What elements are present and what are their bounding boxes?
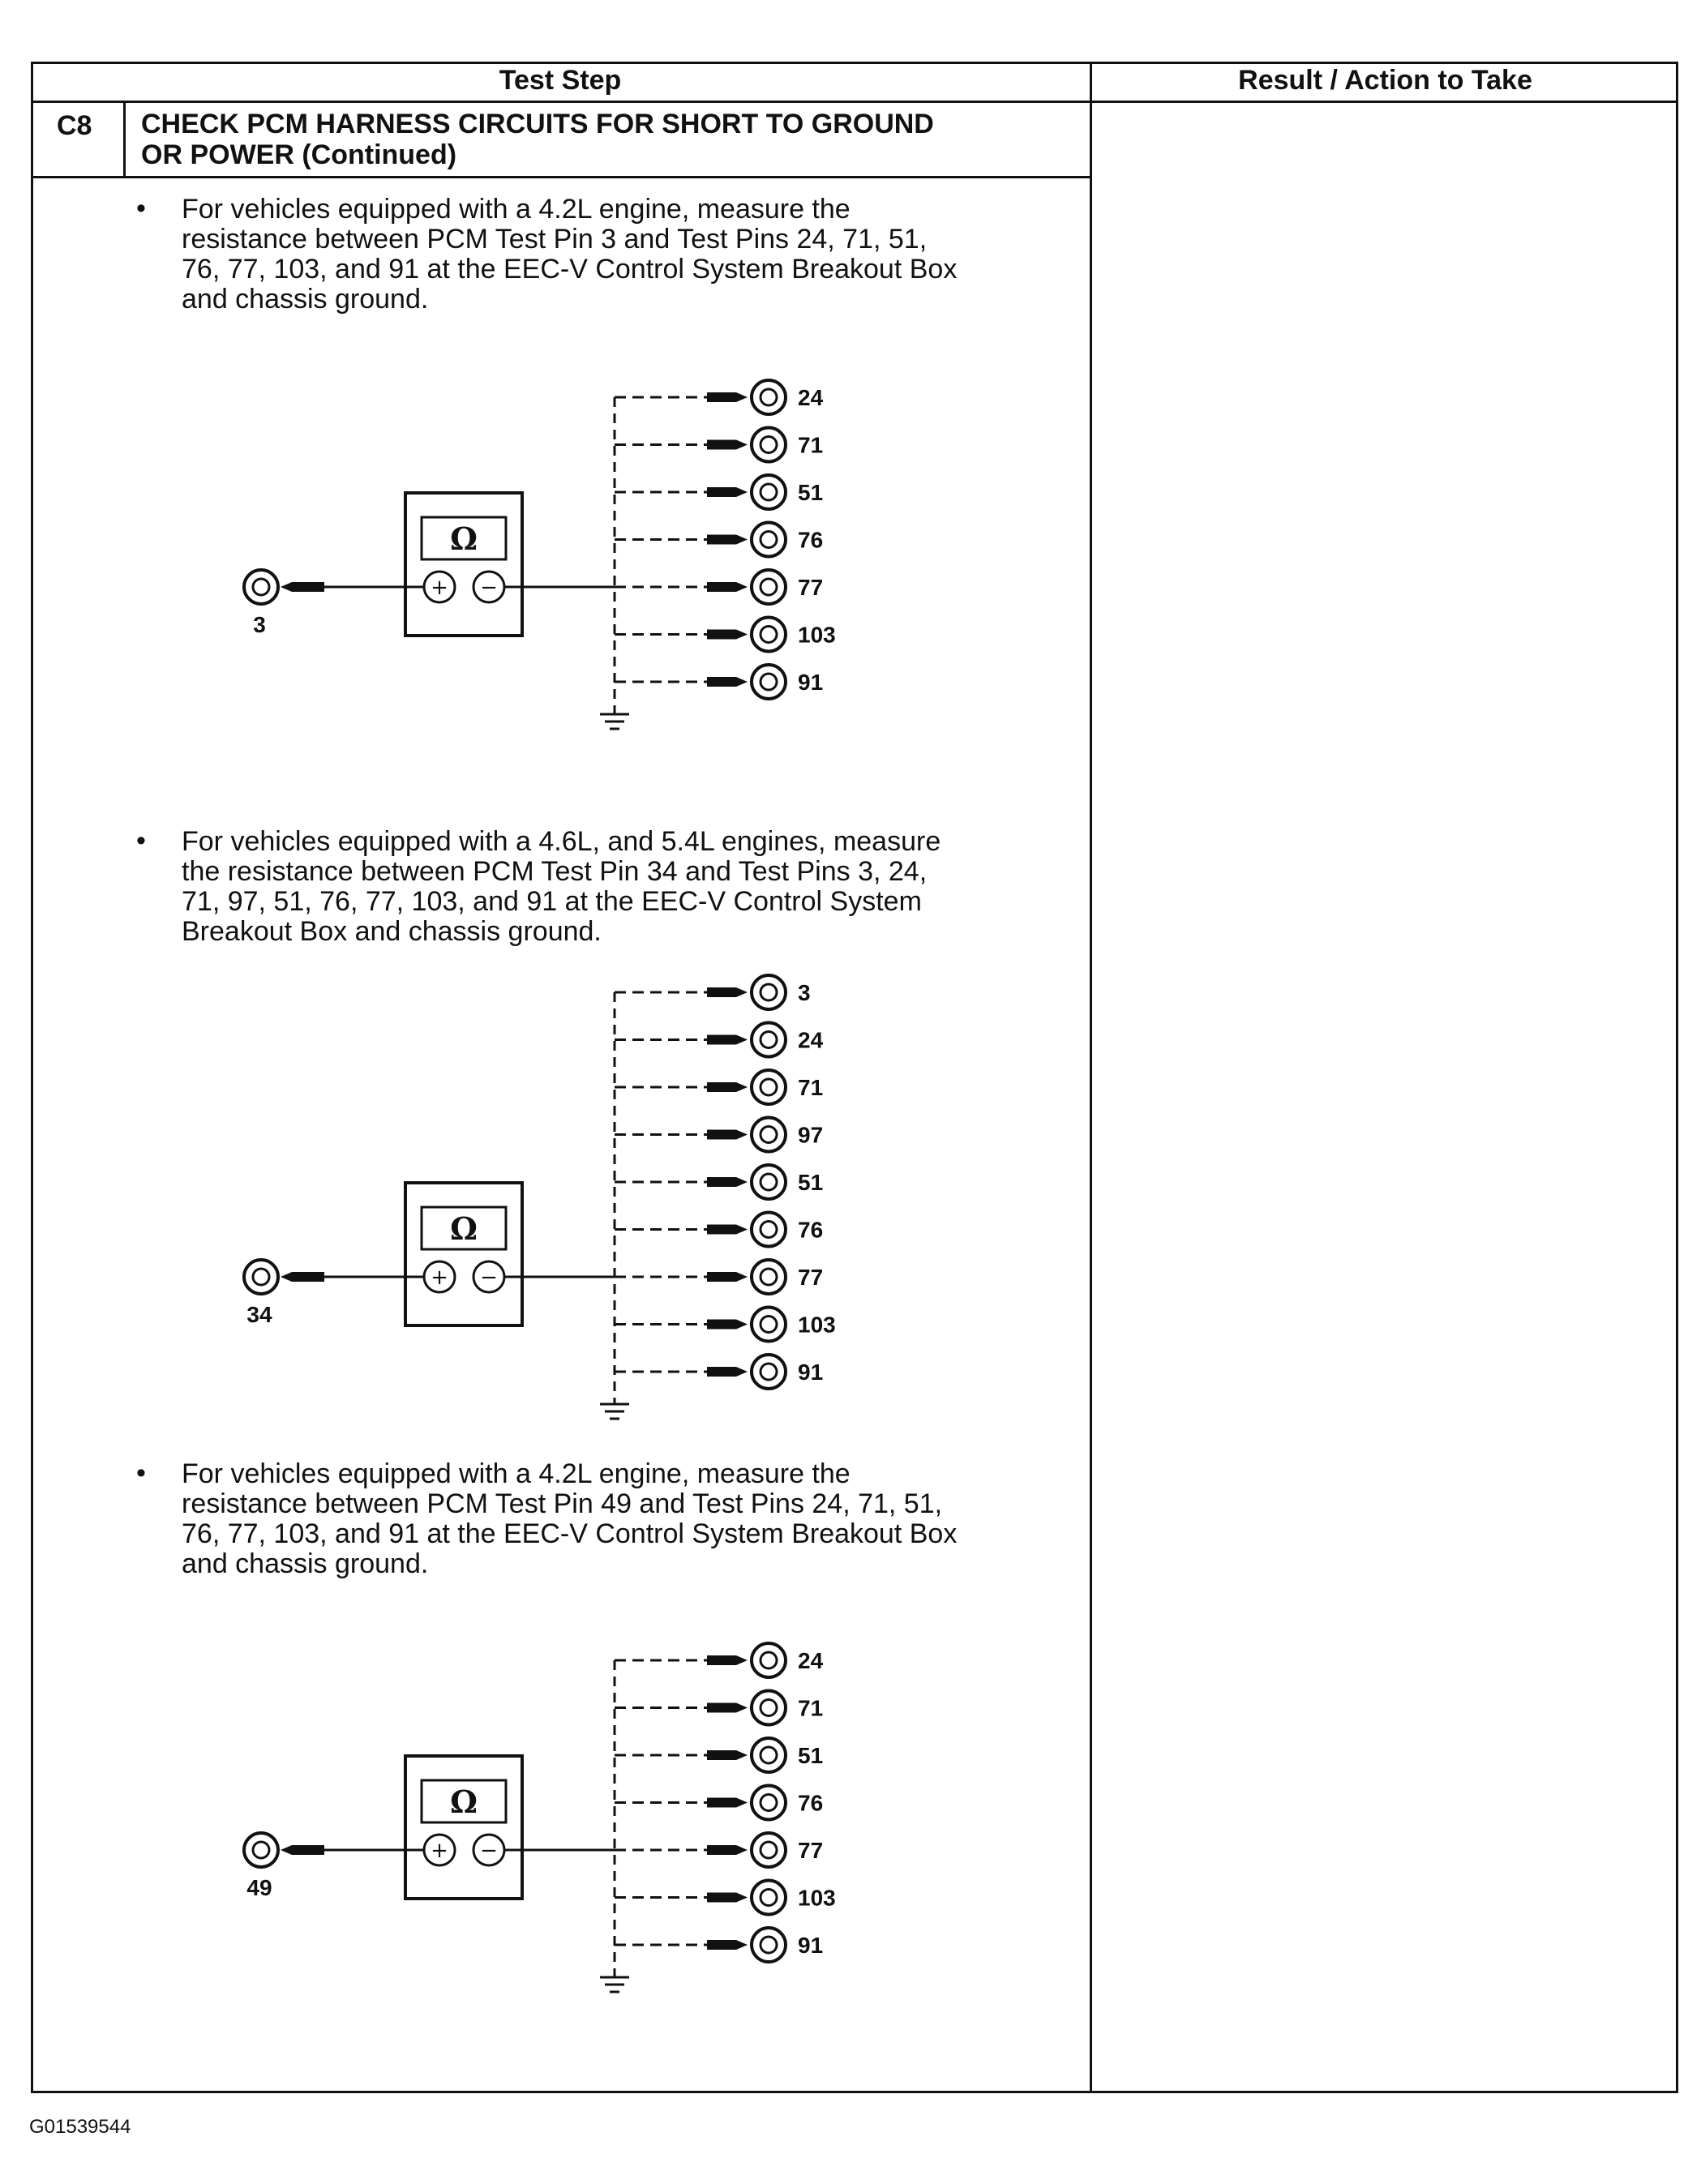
- step-title-line-1: CHECK PCM HARNESS CIRCUITS FOR SHORT TO GROUND: [141, 109, 934, 139]
- pin-label: 71: [798, 432, 824, 458]
- negative-terminal-label: −: [480, 1839, 498, 1863]
- source-pin-label: 3: [253, 612, 266, 637]
- pin-label: 76: [798, 527, 824, 553]
- bullet-line: For vehicles equipped with a 4.2L engine, measure the: [182, 194, 850, 225]
- pin-jack-outer: [752, 1833, 786, 1867]
- probe-tip: [707, 392, 748, 402]
- negative-terminal-label: −: [480, 576, 498, 600]
- pin-jack-inner: [761, 1127, 777, 1143]
- bullet-line: For vehicles equipped with a 4.2L engine, measure the: [182, 1458, 850, 1489]
- pin-label: 71: [798, 1075, 824, 1100]
- pin-jack-inner: [761, 389, 777, 405]
- probe-tip: [707, 1320, 748, 1330]
- target-pin-77: [615, 1260, 823, 1294]
- bullet-line: resistance between PCM Test Pin 49 and Test Pins 24, 71, 51,: [182, 1488, 943, 1519]
- ohm-symbol: Ω: [450, 1210, 478, 1247]
- target-pin-51: [615, 1165, 823, 1199]
- positive-terminal-label: +: [431, 576, 448, 600]
- pin-jack-inner: [761, 1652, 777, 1668]
- source-pin-jack-inner: [253, 579, 269, 595]
- target-pin-91: [615, 1928, 823, 1962]
- pin-jack-inner: [761, 1890, 777, 1906]
- column-header-result: Result / Action to Take: [1238, 65, 1532, 96]
- bullet-line: resistance between PCM Test Pin 3 and Test Pins 24, 71, 51,: [182, 224, 928, 255]
- pin-label: 24: [798, 385, 824, 410]
- probe-tip: [281, 582, 324, 592]
- bullet-line: Breakout Box and chassis ground.: [182, 916, 602, 947]
- pin-label: 51: [798, 1170, 824, 1195]
- probe-tip: [707, 1750, 748, 1760]
- pin-jack-inner: [761, 1937, 777, 1953]
- pin-jack-outer: [752, 428, 786, 462]
- target-pin-71: [615, 428, 823, 462]
- target-pin-24: [615, 1023, 824, 1057]
- target-pin-3: [615, 975, 811, 1009]
- pin-label: 76: [798, 1217, 824, 1243]
- target-pin-103: [615, 618, 836, 652]
- pin-label: 77: [798, 1265, 824, 1290]
- pin-jack-inner: [761, 1364, 777, 1380]
- pin-jack-outer: [752, 1023, 786, 1057]
- pin-jack-inner: [761, 1317, 777, 1333]
- pin-jack-outer: [752, 1881, 786, 1915]
- probe-tip: [707, 630, 748, 640]
- probe-tip: [707, 1035, 748, 1045]
- bullet-marker: •: [136, 1458, 146, 1488]
- pin-jack-outer: [752, 475, 786, 509]
- pin-label: 51: [798, 480, 824, 505]
- pin-jack-outer: [752, 1643, 786, 1677]
- pin-label: 77: [798, 1838, 824, 1863]
- ohmmeter-body: [405, 493, 522, 636]
- pin-jack-inner: [761, 1747, 777, 1763]
- pin-jack-outer: [752, 570, 786, 604]
- probe-tip: [707, 487, 748, 497]
- pin-jack-outer: [752, 1070, 786, 1104]
- pin-jack-outer: [752, 1165, 786, 1199]
- pin-jack-inner: [761, 1079, 777, 1095]
- target-pin-91: [615, 665, 823, 699]
- pin-jack-inner: [761, 984, 777, 1000]
- target-pin-97: [615, 1118, 823, 1152]
- pin-label: 51: [798, 1743, 824, 1768]
- pin-jack-outer: [752, 665, 786, 699]
- pin-jack-outer: [752, 1213, 786, 1247]
- probe-tip: [707, 582, 748, 592]
- probe-tip: [707, 535, 748, 545]
- target-pin-103: [615, 1881, 836, 1915]
- pin-label: 103: [798, 1885, 836, 1911]
- figure-id: G01539544: [29, 2116, 131, 2138]
- target-pin-76: [615, 1213, 823, 1247]
- probe-tip: [281, 1845, 324, 1855]
- pin-jack-inner: [761, 1842, 777, 1858]
- source-pin-jack-inner: [253, 1269, 269, 1285]
- source-pin-jack: [244, 1833, 278, 1867]
- target-pin-91: [615, 1355, 823, 1389]
- pin-jack-inner: [761, 437, 777, 453]
- source-pin-label: 34: [246, 1302, 272, 1327]
- target-pin-24: [615, 380, 824, 414]
- bullet-marker: •: [136, 193, 146, 224]
- target-pin-103: [615, 1308, 836, 1342]
- probe-tip: [707, 677, 748, 687]
- step-title-line-2: OR POWER (Continued): [141, 139, 457, 170]
- pin-jack-outer: [752, 523, 786, 557]
- pin-jack-outer: [752, 1738, 786, 1772]
- source-pin-jack: [244, 570, 278, 604]
- target-pin-71: [615, 1070, 823, 1104]
- target-pin-77: [615, 570, 823, 604]
- step-title: [141, 109, 934, 170]
- pin-jack-outer: [752, 1786, 786, 1820]
- instruction-bullet-2: [182, 827, 940, 947]
- pin-jack-inner: [761, 1700, 777, 1716]
- wiring-svg: [0, 1628, 1701, 2034]
- probe-tip: [707, 1082, 748, 1092]
- pin-jack-inner: [761, 1032, 777, 1048]
- pin-jack-outer: [752, 1308, 786, 1342]
- column-header-test-step: Test Step: [499, 65, 622, 96]
- source-pin-jack: [244, 1260, 278, 1294]
- probe-tip: [707, 987, 748, 997]
- pin-label: 71: [798, 1695, 824, 1721]
- pin-jack-outer: [752, 1691, 786, 1725]
- ohmmeter-body: [405, 1756, 522, 1899]
- pin-label: 103: [798, 1312, 836, 1338]
- probe-tip: [707, 440, 748, 450]
- step-title-divider: [31, 176, 1092, 178]
- pin-jack-inner: [761, 1795, 777, 1811]
- instruction-bullet-3: [182, 1459, 957, 1579]
- ohm-symbol: Ω: [450, 520, 478, 557]
- probe-tip: [707, 1225, 748, 1235]
- bullet-line: 76, 77, 103, and 91 at the EEC-V Control System Breakout Box: [182, 1518, 958, 1549]
- pin-label: 77: [798, 575, 824, 600]
- pin-jack-outer: [752, 1928, 786, 1962]
- bullet-line: and chassis ground.: [182, 284, 429, 315]
- pin-jack-inner: [761, 579, 777, 595]
- ohm-symbol: Ω: [450, 1784, 478, 1820]
- step-id-divider: [123, 101, 126, 178]
- pin-jack-outer: [752, 1355, 786, 1389]
- probe-tip: [281, 1272, 324, 1282]
- bullet-line: the resistance between PCM Test Pin 34 and Test Pins 3, 24,: [182, 856, 928, 887]
- target-pin-24: [615, 1643, 824, 1677]
- source-pin-label: 49: [246, 1875, 272, 1900]
- pin-jack-outer: [752, 1260, 786, 1294]
- probe-tip: [707, 1703, 748, 1713]
- pin-jack-inner: [761, 627, 777, 643]
- bullet-line: and chassis ground.: [182, 1548, 429, 1579]
- target-pin-76: [615, 523, 823, 557]
- pin-jack-inner: [761, 674, 777, 690]
- target-pin-76: [615, 1786, 823, 1820]
- pin-label: 24: [798, 1027, 824, 1053]
- pin-label: 91: [798, 670, 824, 695]
- wiring-svg: [0, 960, 1701, 1461]
- pin-jack-outer: [752, 380, 786, 414]
- bullet-line: For vehicles equipped with a 4.6L, and 5.4L engines, measure: [182, 826, 941, 857]
- bullet-line: 71, 97, 51, 76, 77, 103, and 91 at the EEC-V Control System: [182, 886, 922, 917]
- probe-tip: [707, 1367, 748, 1377]
- pin-jack-outer: [752, 1118, 786, 1152]
- header-divider: [31, 101, 1678, 103]
- bullet-marker: •: [136, 825, 146, 856]
- pin-label: 97: [798, 1122, 824, 1148]
- probe-tip: [707, 1845, 748, 1855]
- pin-jack-outer: [752, 975, 786, 1009]
- probe-tip: [707, 1130, 748, 1140]
- pin-jack-inner: [761, 484, 777, 500]
- probe-tip: [707, 1940, 748, 1950]
- pin-label: 24: [798, 1648, 824, 1673]
- pin-jack-inner: [761, 1174, 777, 1190]
- instruction-bullet-1: [182, 195, 957, 315]
- pin-jack-inner: [761, 532, 777, 548]
- pin-label: 91: [798, 1360, 824, 1385]
- step-id: C8: [57, 110, 92, 141]
- probe-tip: [707, 1177, 748, 1187]
- pin-jack-inner: [761, 1222, 777, 1238]
- pin-jack-outer: [752, 618, 786, 652]
- probe-tip: [707, 1655, 748, 1665]
- wiring-svg: [0, 365, 1701, 771]
- pin-jack-inner: [761, 1269, 777, 1285]
- probe-tip: [707, 1272, 748, 1282]
- ohmmeter-body: [405, 1183, 522, 1325]
- probe-tip: [707, 1798, 748, 1808]
- positive-terminal-label: +: [431, 1839, 448, 1863]
- probe-tip: [707, 1893, 748, 1903]
- negative-terminal-label: −: [480, 1265, 498, 1290]
- positive-terminal-label: +: [431, 1265, 448, 1290]
- target-pin-51: [615, 475, 823, 509]
- bullet-line: 76, 77, 103, and 91 at the EEC-V Control System Breakout Box: [182, 254, 958, 285]
- pin-label: 91: [798, 1933, 824, 1958]
- source-pin-jack-inner: [253, 1842, 269, 1858]
- pin-label: 76: [798, 1790, 824, 1816]
- target-pin-77: [615, 1833, 823, 1867]
- target-pin-71: [615, 1691, 823, 1725]
- target-pin-51: [615, 1738, 823, 1772]
- pin-label: 103: [798, 622, 836, 648]
- pin-label: 3: [798, 980, 811, 1005]
